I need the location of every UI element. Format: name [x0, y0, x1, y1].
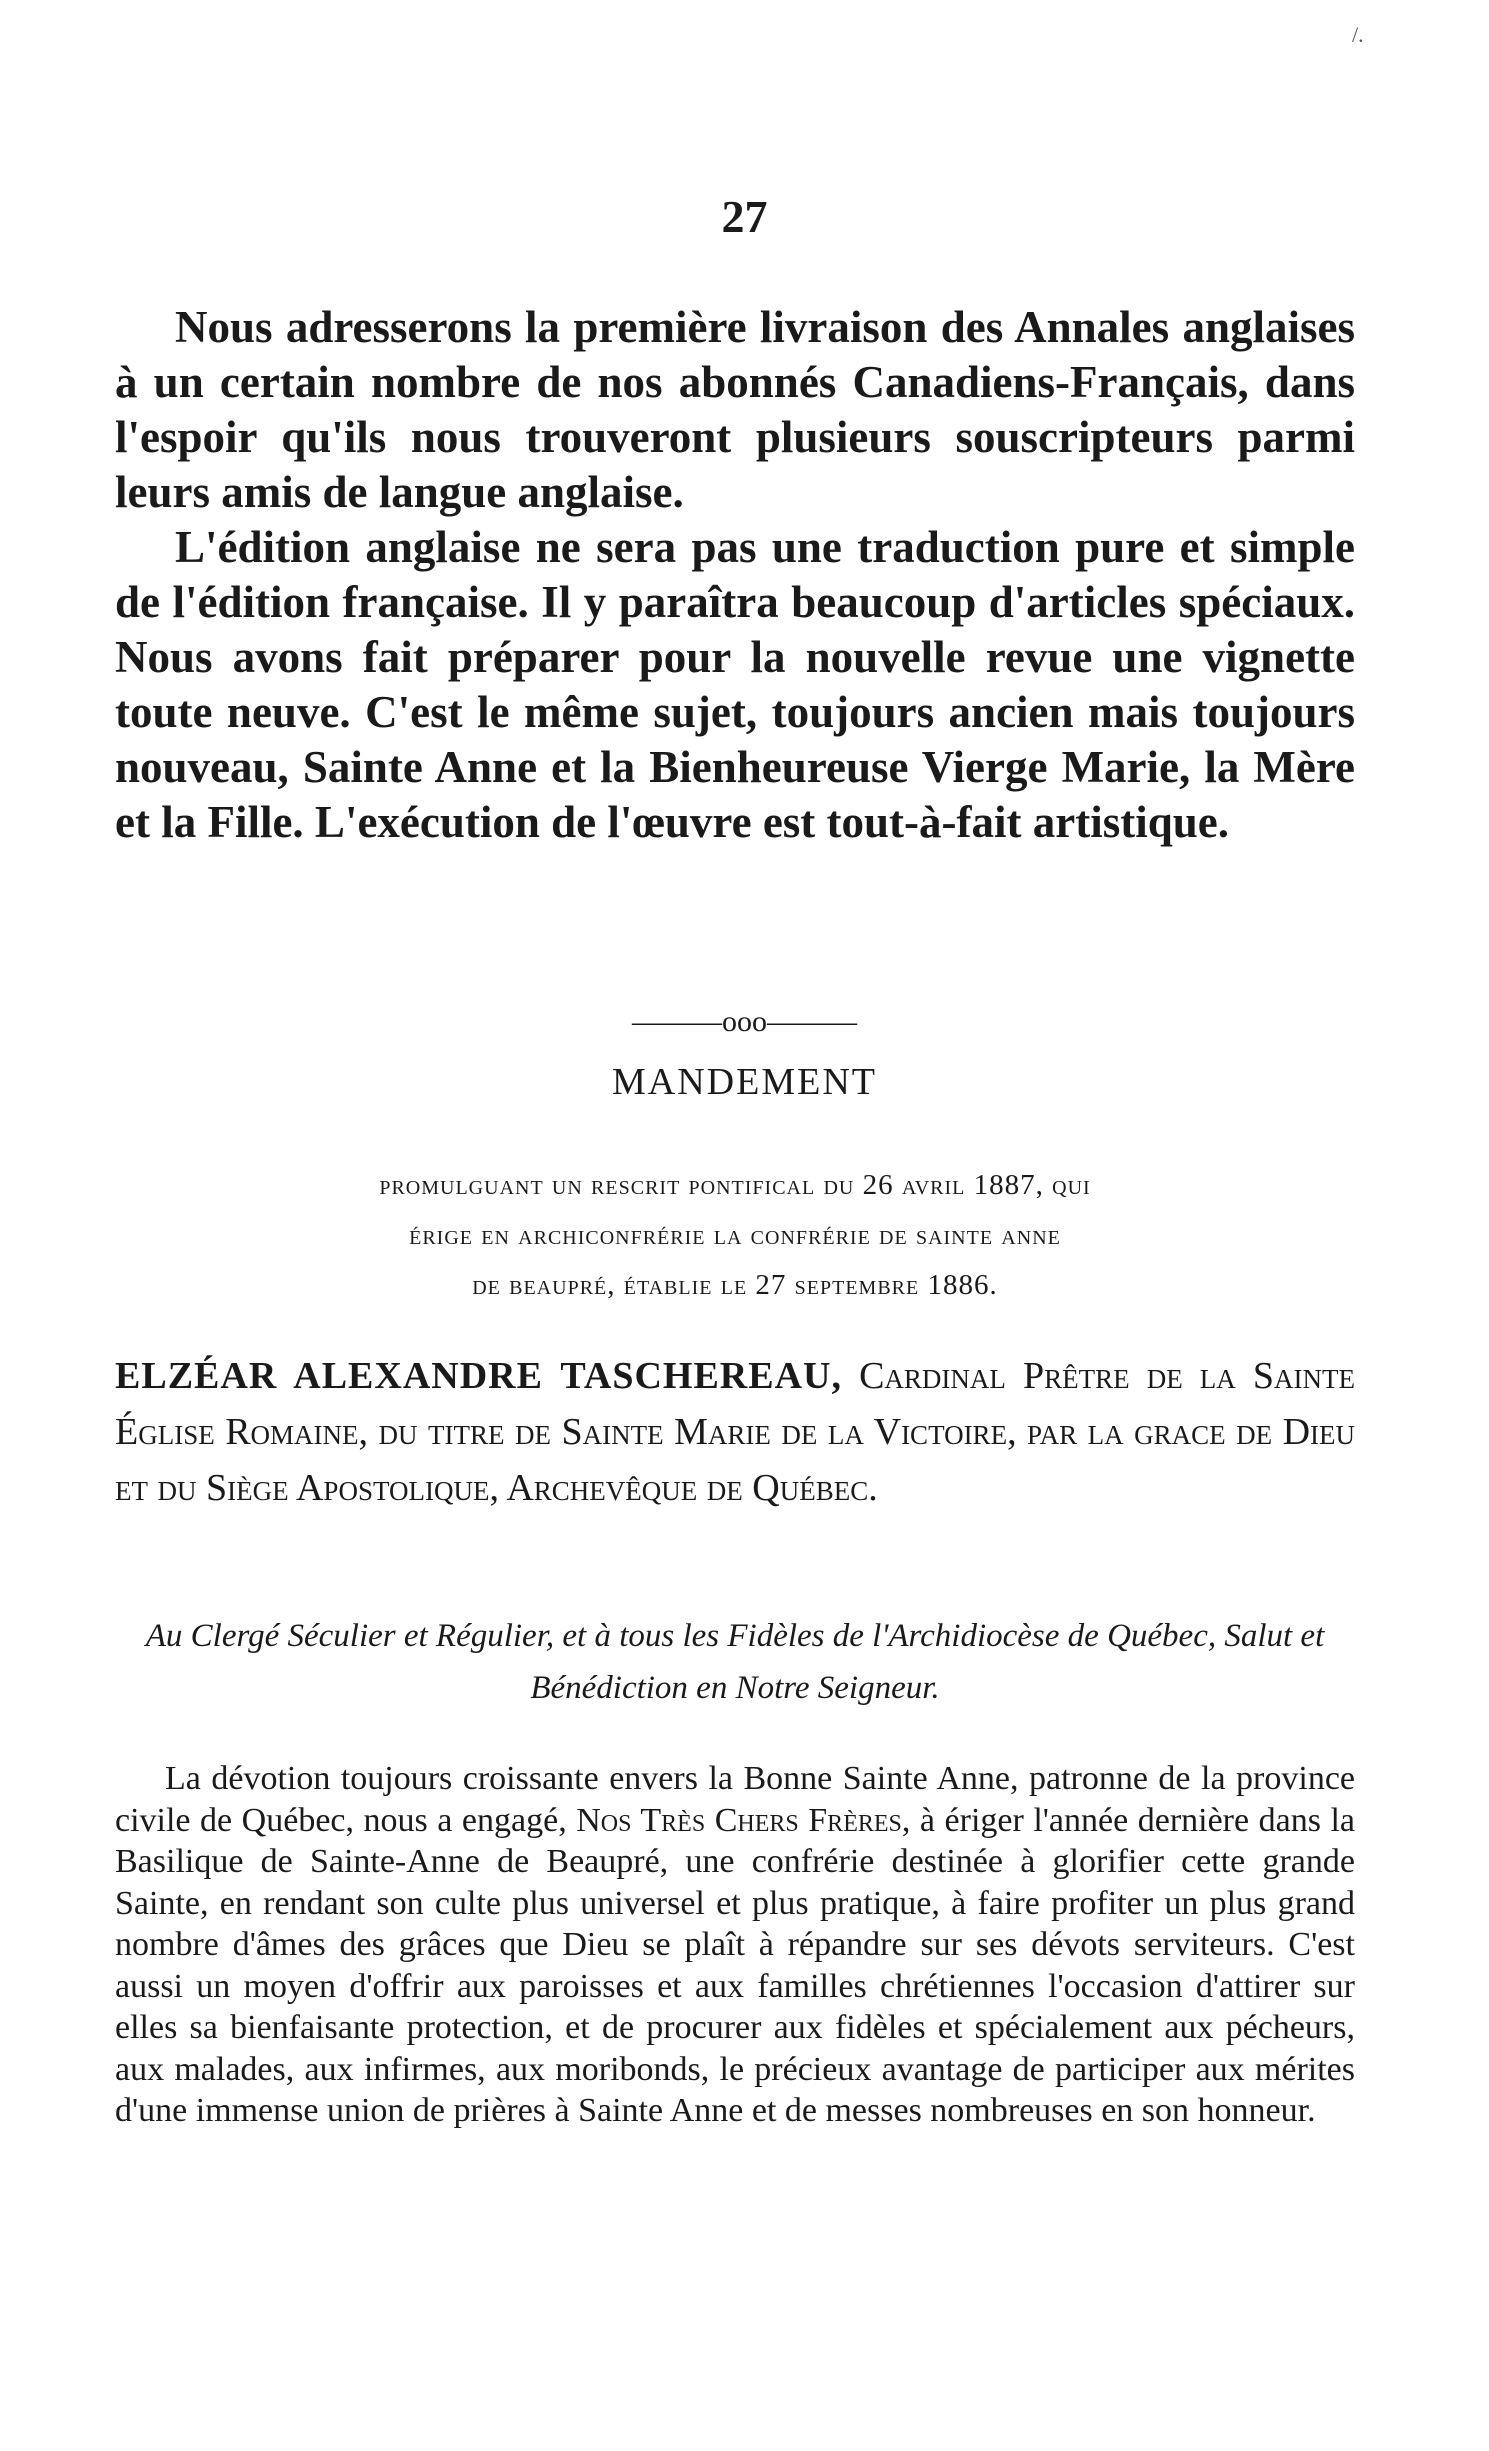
page-number: 27 — [721, 191, 768, 242]
address-line: Au Clergé Séculier et Régulier, et à tous les Fidèles de l'Archidiocèse de Québec, Salut et Bénédiction en Notre Seigneur. — [145, 1618, 1325, 1706]
subtitle — [115, 1160, 1355, 1310]
subtitle-line: érige en archiconfrérie la confrérie de sainte anne — [409, 1219, 1061, 1251]
body-paragraph — [115, 1758, 1355, 2132]
body-text-rest: à ériger l'année dernière dans la Basilique de Sainte-Anne de Beaupré, une confrérie destinée à glorifier cette grande Sainte, en rendant son culte plus universel et plus pratique, à faire profiter un plus grand nombre d'âmes des grâces que Dieu se plaît à répandre sur ses dévots serviteurs. C'est aussi un moyen d'offrir aux paroisses et aux familles chrétiennes l'occasion d'attirer sur elles sa bienfaisante protection, et de procurer aux fidèles et spécialement aux pécheurs, aux malades, aux infirmes, aux moribonds, le précieux avantage de participer aux mérites d'une immense union de prières à Sainte Anne et de messes nombreuses en son honneur. — [115, 1801, 1356, 2129]
subtitle-line: promulguant un rescrit pontifical du 26 avril 1887, qui — [379, 1169, 1091, 1201]
body-salutation: Nos Très Chers Frères, — [576, 1801, 911, 1839]
subtitle-line: de beaupré, établie le 27 septembre 1886. — [472, 1269, 998, 1301]
document-title: MANDEMENT — [612, 1061, 877, 1103]
corner-mark: /. — [1352, 22, 1364, 47]
intro-paragraph: L'édition anglaise ne sera pas une traduction pure et simple de l'édition française. Il y paraîtra beaucoup d'articles spéciaux. Nous avons fait préparer pour la nouvelle revue une vignette toute neuve. C'est le même sujet, toujours ancien mais toujours nouveau, Sainte Anne et la Bienheureuse Vierge Marie, la Mère et la Fille. L'exécution de l'œuvre est tout-à-fait artistique. — [115, 522, 1355, 847]
body-text-start: La dévotion toujours croissante envers la Bonne Sainte Anne, patronne de la province civile de Québec, nous a engagé, — [115, 1760, 1355, 1839]
intro-section — [115, 300, 1355, 850]
author-name: ELZÉAR ALEXANDRE TASCHEREAU, — [115, 1355, 842, 1397]
intro-paragraph: Nous adresserons la première livraison des Annales anglaises à un certain nombre de nos abonnés Canadiens-Français, dans l'espoir qu'ils nous trouveront plusieurs souscripteurs parmi leurs amis de langue anglaise. — [115, 302, 1355, 517]
author-block — [115, 1348, 1355, 1516]
author-titles: Cardinal Prêtre de la Sainte Église Romaine, du titre de Sainte Marie de la Victoire, par la grace de Dieu et du Siège Apostolique, Archevêque de Québec. — [115, 1355, 1355, 1509]
section-separator: ———ooo——— — [632, 1005, 857, 1038]
